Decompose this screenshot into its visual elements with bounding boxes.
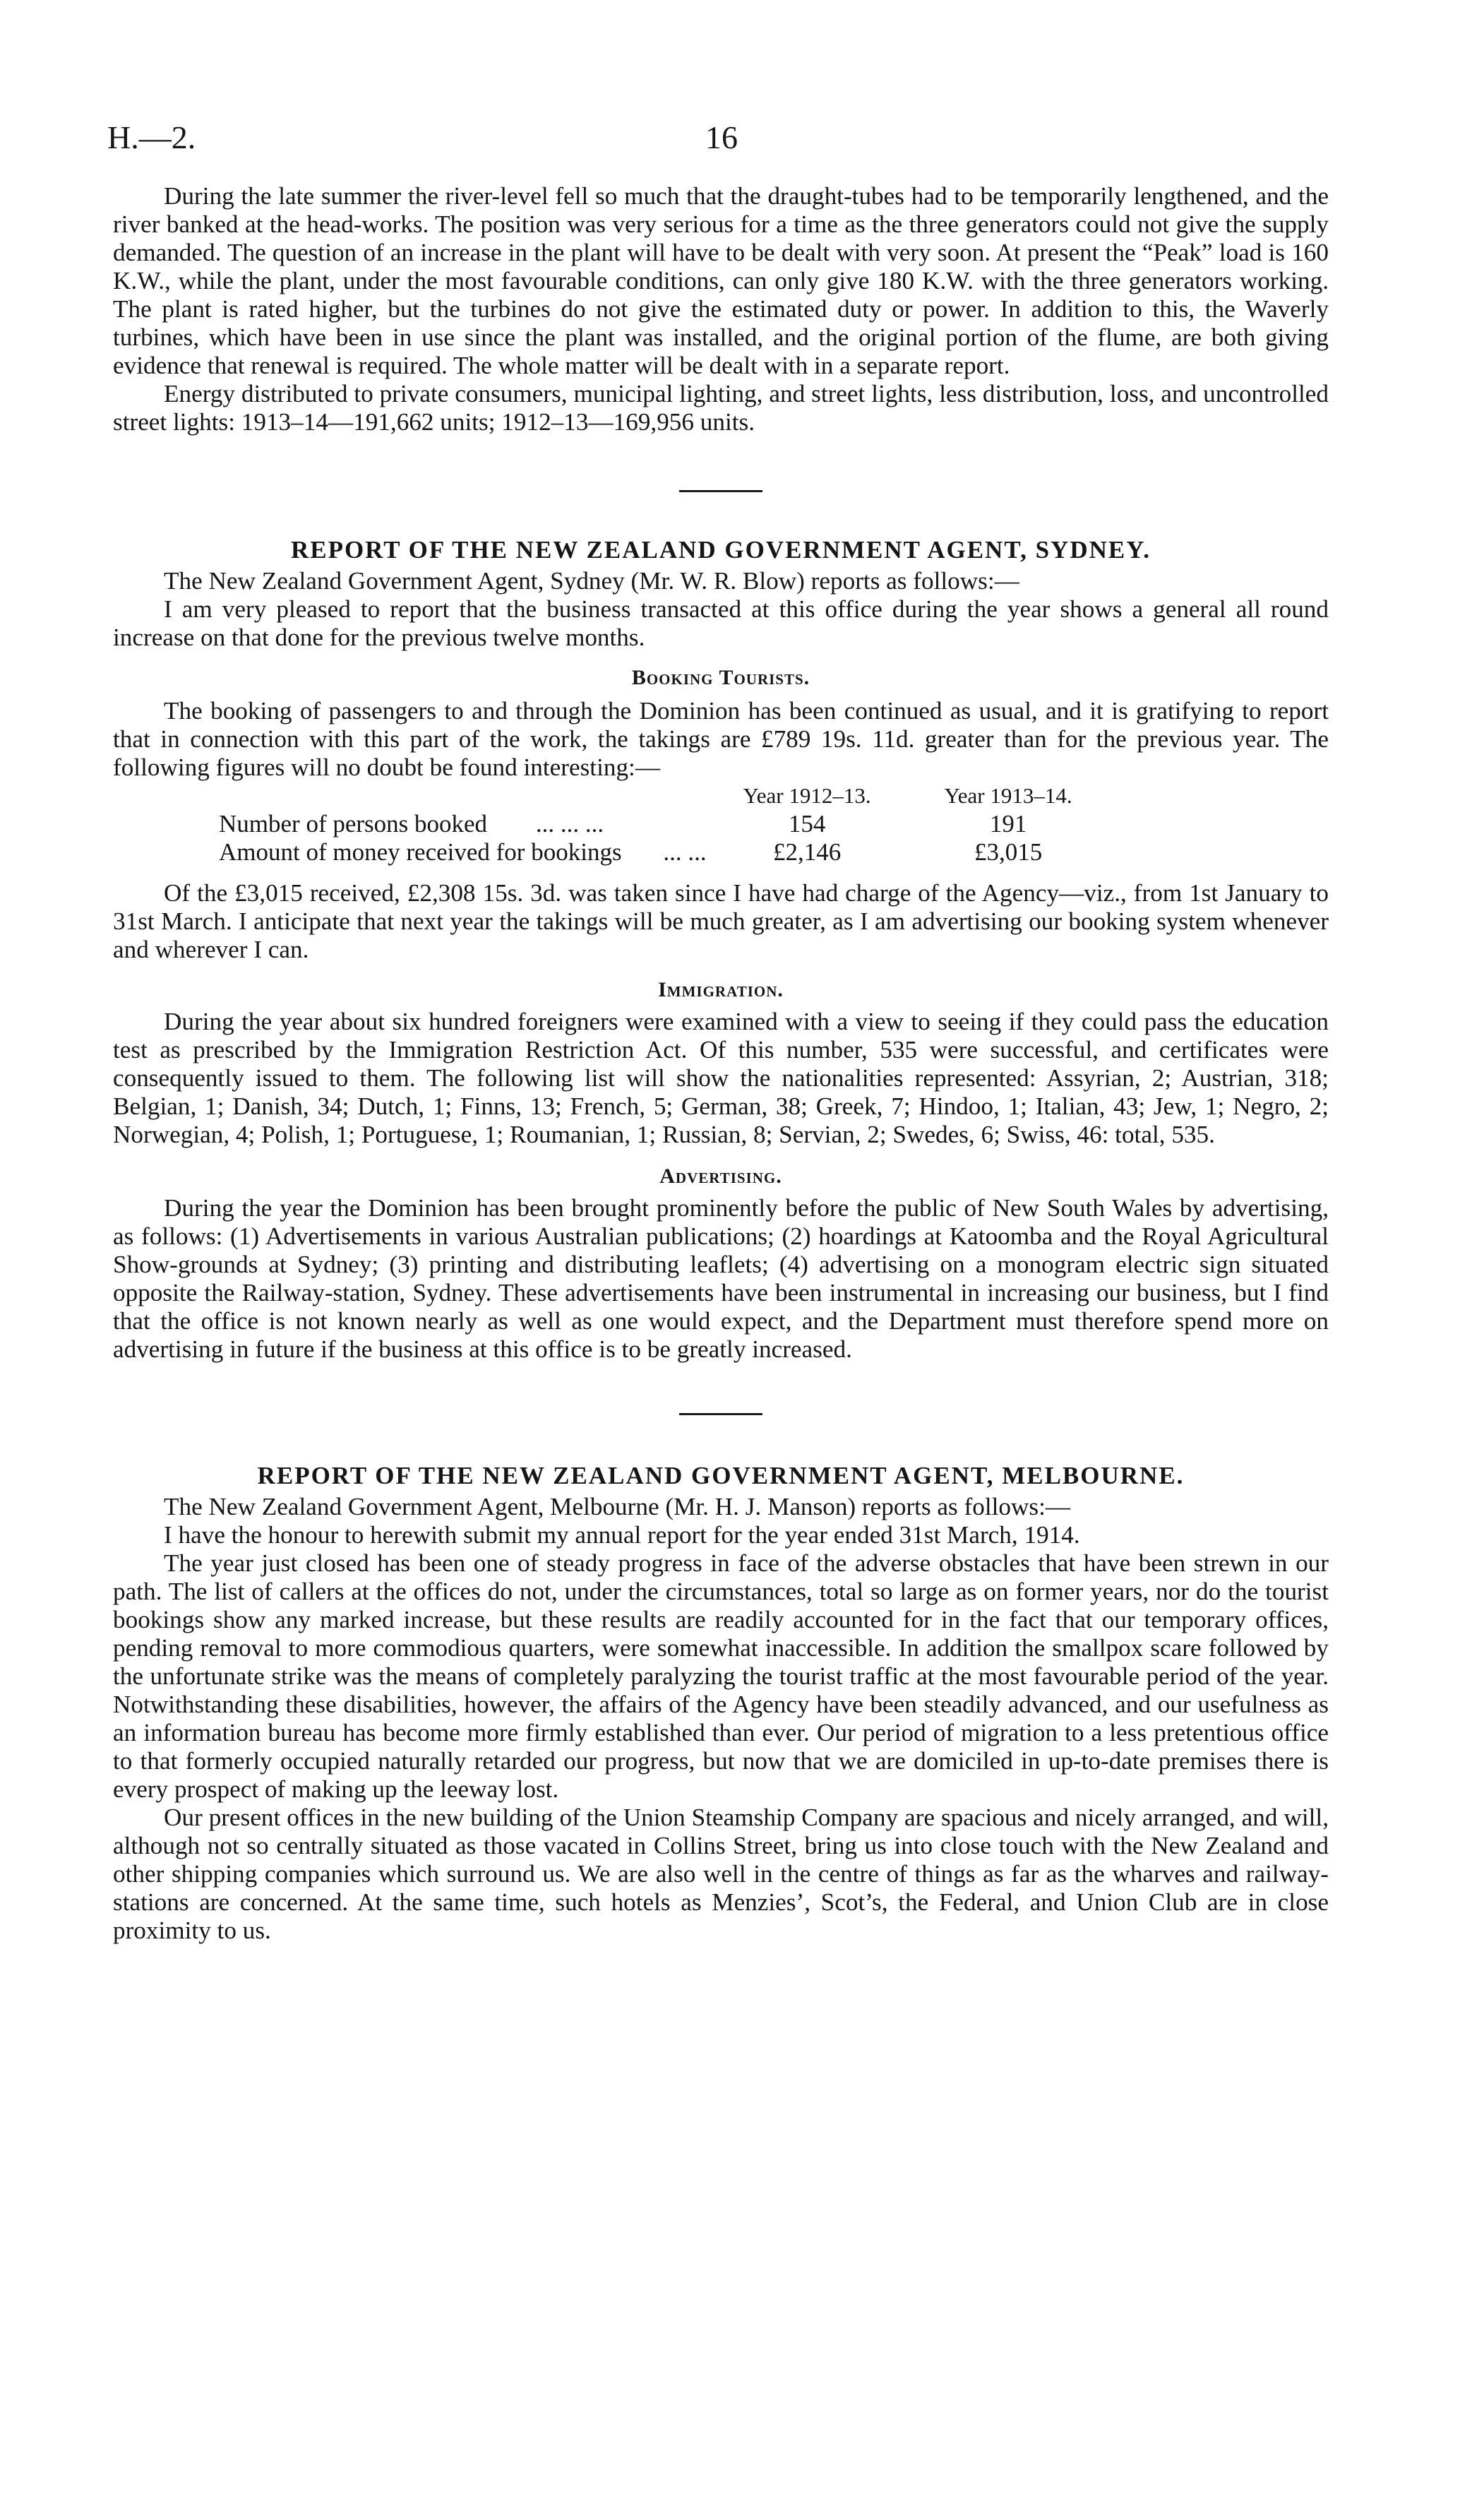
row-value-1912-13: 154 (788, 810, 826, 838)
table-header-blank (219, 782, 707, 810)
immigration-heading: Immigration. (658, 978, 784, 1001)
sydney-intro: The New Zealand Government Agent, Sydney (Mr. W. R. Blow) reports as follows:— (164, 567, 1019, 595)
table-row (219, 838, 1109, 866)
row-value-1913-14: £3,015 (974, 838, 1043, 866)
column-header-1912-13: Year 1912–13. (743, 783, 871, 808)
melbourne-report-title: REPORT OF THE NEW ZEALAND GOVERNMENT AGENT, MELBOURNE. (257, 1462, 1185, 1489)
page-body (113, 182, 1329, 1945)
page-number: 16 (705, 119, 738, 155)
row-value-1913-14: 191 (989, 810, 1027, 838)
row-label: Amount of money received for bookings ... ... (219, 838, 707, 866)
sydney-report-title: REPORT OF THE NEW ZEALAND GOVERNMENT AGENT, SYDNEY. (290, 536, 1151, 564)
row-value-1912-13: £2,146 (772, 838, 842, 866)
intro-paragraph-flume: During the late summer the river-level fell so much that the draught-tubes had to be temporarily lengthened, and the river banked at the head-works. The position was very serious for a time as the three generators could not give the supply demanded. The question of an increase in the plant will have to be dealt with very soon. At present the “Peak” load is 160 K.W., while the plant, under the most favourable conditions, can only give 180 K.W. with the three generators working. The plant is rated higher, but the turbines do not give the estimated duty or power. In addition to this, the Waverly turbines, which have been in use since the plant was installed, and the original portion of the flume, are both giving evidence that renewal is required. The whole matter will be dealt with in a separate report. (113, 182, 1329, 379)
booking-after-paragraph: Of the £3,015 received, £2,308 15s. 3d. was taken since I have had charge of the Agency—viz., from 1st January to 31st March. I anticipate that next year the takings will be much greater, as I am advertising our booking system whenever and wherever I can. (113, 879, 1329, 963)
melbourne-paragraph-2: The year just closed has been one of steady progress in face of the adverse obstacles that have been strewn in our path. The list of callers at the offices do not, under the circumstances, total so large as on former years, nor do the tourist bookings show any marked increase, but these results are readily accounted for in the fact that our temporary offices, pending removal to more commodious quarters, were somewhat inaccessible. In addition the smallpox scare followed by the unfortunate strike was the means of completely paralyzing the tourist traffic at the most favourable period of the year. Notwithstanding these disabilities, however, the affairs of the Agency have been steadily advanced, and our usefulness as an information bureau has become more firmly established than ever. Our period of migration to a less pretentious office to that formerly occupied naturally retarded our progress, but now that we are domiciled in up-to-date premises there is every prospect of making up the leeway lost. (113, 1549, 1329, 1803)
melbourne-paragraph-1: I have the honour to herewith submit my annual report for the year ended 31st March, 1914. (164, 1521, 1080, 1549)
table-header-row (219, 782, 1109, 810)
booking-figures-table (219, 782, 1109, 866)
sydney-opening: I am very pleased to report that the business transacted at this office during the year shows a general all round increase on that done for the previous twelve months. (113, 595, 1329, 651)
immigration-paragraph: During the year about six hundred foreigners were examined with a view to seeing if they could pass the education test as prescribed by the Immigration Restriction Act. Of this number, 535 were successful, and certificates were consequently issued to them. The following list will show the nationalities represented: Assyrian, 2; Austrian, 318; Belgian, 1; Danish, 34; Dutch, 1; Finns, 13; French, 5; German, 38; Greek, 7; Hindoo, 1; Italian, 43; Jew, 1; Negro, 2; Norwegian, 4; Polish, 1; Portuguese, 1; Roumanian, 1; Russian, 8; Servian, 2; Swedes, 6; Swiss, 46: total, 535. (113, 1008, 1329, 1148)
advertising-paragraph: During the year the Dominion has been brought prominently before the public of New South Wales by advertising, as follows: (1) Advertisements in various Australian publications; (2) hoardings at Katoomba and the Royal Agricultural Show-grounds at Sydney; (3) printing and distributing leaflets; (4) advertising on a monogram electric sign situated opposite the Railway-station, Sydney. These advertisements have been instrumental in increasing our business, but I find that the office is not known nearly as well as one would expect, and the Department must therefore spend more on advertising in future if the business at this office is to be greatly increased. (113, 1194, 1329, 1363)
page-header (107, 119, 1336, 168)
column-header-1913-14: Year 1913–14. (944, 783, 1072, 808)
document-reference: H.—2. (107, 119, 196, 155)
booking-paragraph: The booking of passengers to and through the Dominion has been continued as usual, and it is gratifying to report that in connection with this part of the work, the takings are £789 19s. 11d. greater than for the previous year. The following figures will no doubt be found interesting:— (113, 697, 1329, 781)
booking-tourists-heading: Booking Tourists. (631, 666, 810, 689)
table-row (219, 810, 1109, 838)
intro-paragraph-energy: Energy distributed to private consumers, municipal lighting, and street lights, less distribution, loss, and uncontrolled street lights: 1913–14—191,662 units; 1912–13—169,956 units. (113, 380, 1329, 436)
row-label: Number of persons booked ... ... ... (219, 810, 604, 838)
advertising-heading: Advertising. (659, 1164, 782, 1188)
melbourne-intro: The New Zealand Government Agent, Melbourne (Mr. H. J. Manson) reports as follows:— (164, 1493, 1071, 1520)
melbourne-paragraph-3: Our present offices in the new building of the Union Steamship Company are spacious and nicely arranged, and will, although not so centrally situated as those vacated in Collins Street, bring us into close touch with the New Zealand and other shipping companies which surround us. We are also well in the centre of things as far as the wharves and railway-stations are concerned. At the same time, such hotels as Menzies’, Scot’s, the Federal, and Union Club are in close proximity to us. (113, 1804, 1329, 1944)
